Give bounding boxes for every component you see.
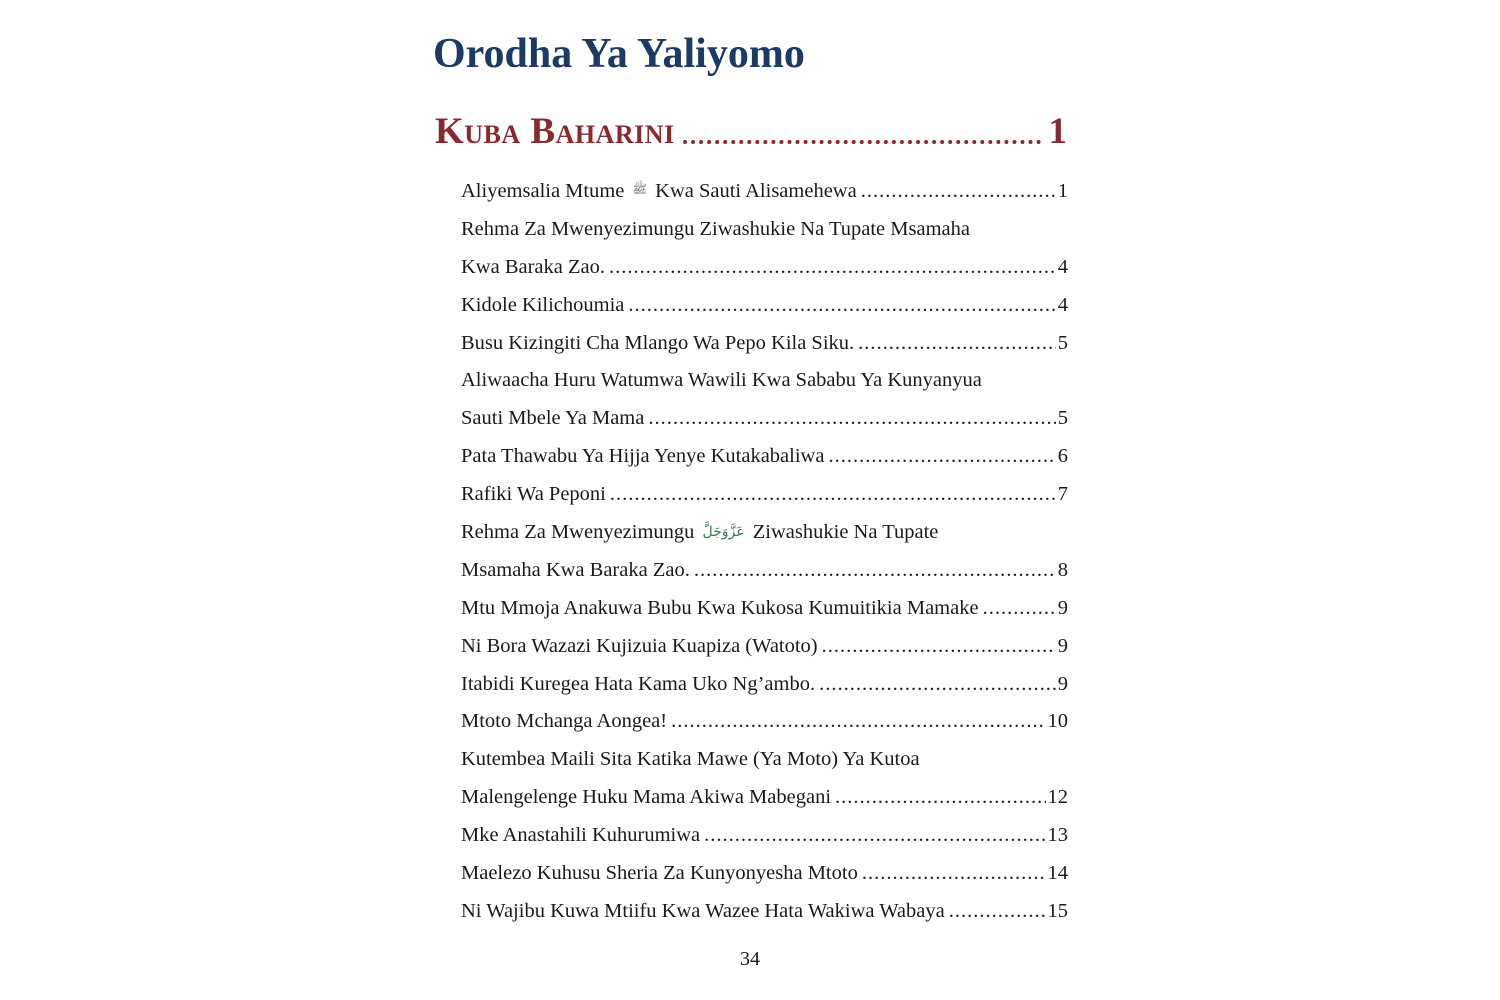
toc-entry-text [461, 438, 824, 476]
toc-entry-title: Rafiki Wa Peponi [461, 483, 606, 506]
toc-entry[interactable] [461, 325, 1068, 363]
toc-entry-text [461, 590, 979, 628]
dot-leader [704, 817, 1045, 855]
chapter-title: Kuba Baharini [435, 111, 675, 152]
dot-leader [862, 855, 1046, 893]
toc-entry-text [461, 552, 690, 590]
toc-entry-page-number: 14 [1047, 862, 1068, 885]
toc-entry-title: Kwa Baraka Zao. [461, 255, 606, 278]
dot-leader [983, 590, 1056, 628]
toc-entry-page-number: 12 [1047, 786, 1068, 809]
toc-entry-text [461, 666, 815, 704]
toc-entry-text [461, 211, 970, 249]
toc-entry-list [461, 173, 1068, 931]
toc-entry-page-number: 4 [1057, 293, 1068, 316]
toc-entry-text [461, 476, 606, 514]
toc-entry-title: Sauti Mbele Ya Mama [461, 407, 645, 430]
toc-heading: Orodha Ya Yaliyomo [433, 31, 805, 77]
toc-entry-text [461, 741, 920, 779]
toc-entry-text [461, 817, 700, 855]
toc-entry-title: Busu Kizingiti Cha Mlango Wa Pepo Kila Siku. [461, 331, 855, 354]
toc-entry-title: Malengelenge Huku Mama Akiwa Mabegani [461, 786, 832, 809]
toc-entry-title: Itabidi Kuregea Hata Kama Uko Ng’ambo. [461, 672, 816, 695]
toc-entry[interactable] [461, 211, 1068, 249]
toc-entry-title-continued: Kwa Sauti Alisamehewa [655, 180, 857, 202]
toc-entry-page-number: 8 [1057, 558, 1068, 581]
dot-leader [671, 703, 1045, 741]
page-number: 34 [740, 948, 760, 970]
toc-entry-page-number: 5 [1057, 331, 1068, 354]
toc-entry-title: Mtoto Mchanga Aongea! [461, 710, 668, 733]
toc-entry[interactable] [461, 817, 1068, 855]
dot-leader [648, 400, 1055, 438]
toc-entry-text [461, 703, 667, 741]
chapter-page-number: 1 [1048, 111, 1067, 152]
toc-entry[interactable] [461, 249, 1068, 287]
dot-leader [609, 249, 1056, 287]
toc-entry[interactable] [461, 666, 1068, 704]
toc-entry-title: Ni Bora Wazazi Kujizuia Kuapiza (Watoto) [461, 634, 818, 657]
chapter-entry[interactable] [435, 106, 1067, 158]
toc-entry-page-number: 4 [1057, 255, 1068, 278]
dot-leader [835, 779, 1045, 817]
toc-entry-text [461, 514, 938, 552]
toc-entry[interactable] [461, 779, 1068, 817]
toc-entry-title: Pata Thawabu Ya Hijja Yenye Kutakabaliwa [461, 445, 825, 468]
toc-entry-title: Aliwaacha Huru Watumwa Wawili Kwa Sababu Ya Kunyanyua [461, 369, 982, 392]
toc-entry-text [461, 249, 605, 287]
toc-entry-text [461, 173, 857, 211]
honorific-glyph-icon: ﷺ [632, 182, 648, 196]
toc-entry-text [461, 855, 858, 893]
toc-entry[interactable] [461, 362, 1068, 400]
toc-entry-page-number: 10 [1047, 710, 1068, 733]
toc-entry[interactable] [461, 514, 1068, 552]
dot-leader [694, 552, 1056, 590]
dot-leader [628, 287, 1055, 325]
toc-entry-page-number: 9 [1057, 672, 1068, 695]
toc-entry[interactable] [461, 590, 1068, 628]
toc-entry-page-number: 5 [1057, 407, 1068, 430]
toc-entry-page-number: 15 [1047, 899, 1068, 922]
toc-entry-page-number: 7 [1057, 483, 1068, 506]
toc-entry[interactable] [461, 287, 1068, 325]
honorific-glyph-icon: عَزَّوَجَلَّ [702, 524, 745, 541]
toc-entry[interactable] [461, 400, 1068, 438]
toc-entry-page-number: 1 [1057, 180, 1068, 202]
toc-entry-title: Kutembea Maili Sita Katika Mawe (Ya Moto) Ya Kutoa [461, 748, 920, 771]
toc-entry-title: Maelezo Kuhusu Sheria Za Kunyonyesha Mtoto [461, 862, 858, 885]
toc-entry-page-number: 6 [1057, 445, 1068, 468]
toc-entry-title: Msamaha Kwa Baraka Zao. [461, 558, 690, 581]
dot-leader [822, 628, 1056, 666]
toc-entry-text [461, 893, 945, 931]
toc-entry-title: Kidole Kilichoumia [461, 293, 625, 316]
toc-entry[interactable] [461, 741, 1068, 779]
toc-entry-title-continued: Ziwashukie Na Tupate [752, 521, 939, 544]
toc-entry-page-number: 13 [1047, 824, 1068, 847]
toc-entry-text [461, 362, 982, 400]
toc-entry-title: Aliyemsalia Mtume [461, 180, 625, 202]
dot-leader [819, 666, 1056, 704]
toc-entry[interactable] [461, 552, 1068, 590]
dot-leader [828, 438, 1055, 476]
toc-entry[interactable] [461, 173, 1068, 211]
dot-leader [610, 476, 1056, 514]
toc-entry[interactable] [461, 893, 1068, 931]
chapter-dot-leader [683, 140, 1041, 144]
toc-entry-page-number: 9 [1057, 634, 1068, 657]
toc-entry-title: Mtu Mmoja Anakuwa Bubu Kwa Kukosa Kumuitikia Mamake [461, 596, 979, 619]
toc-entry-text [461, 628, 818, 666]
dot-leader [858, 325, 1056, 363]
toc-entry[interactable] [461, 628, 1068, 666]
toc-entry-text [461, 325, 854, 363]
toc-entry[interactable] [461, 703, 1068, 741]
toc-entry-text [461, 400, 644, 438]
dot-leader [861, 173, 1056, 211]
toc-entry-title: Mke Anastahili Kuhurumiwa [461, 824, 701, 847]
toc-entry[interactable] [461, 438, 1068, 476]
toc-entry[interactable] [461, 855, 1068, 893]
dot-leader [949, 893, 1046, 931]
toc-entry-title: Ni Wajibu Kuwa Mtiifu Kwa Wazee Hata Wakiwa Wabaya [461, 899, 945, 922]
toc-entry-title: Rehma Za Mwenyezimungu Ziwashukie Na Tupate Msamaha [461, 217, 970, 240]
toc-entry-text [461, 287, 624, 325]
toc-entry-text [461, 779, 831, 817]
toc-entry-page-number: 9 [1057, 596, 1068, 619]
toc-entry[interactable] [461, 476, 1068, 514]
toc-entry-title: Rehma Za Mwenyezimungu [461, 521, 695, 544]
